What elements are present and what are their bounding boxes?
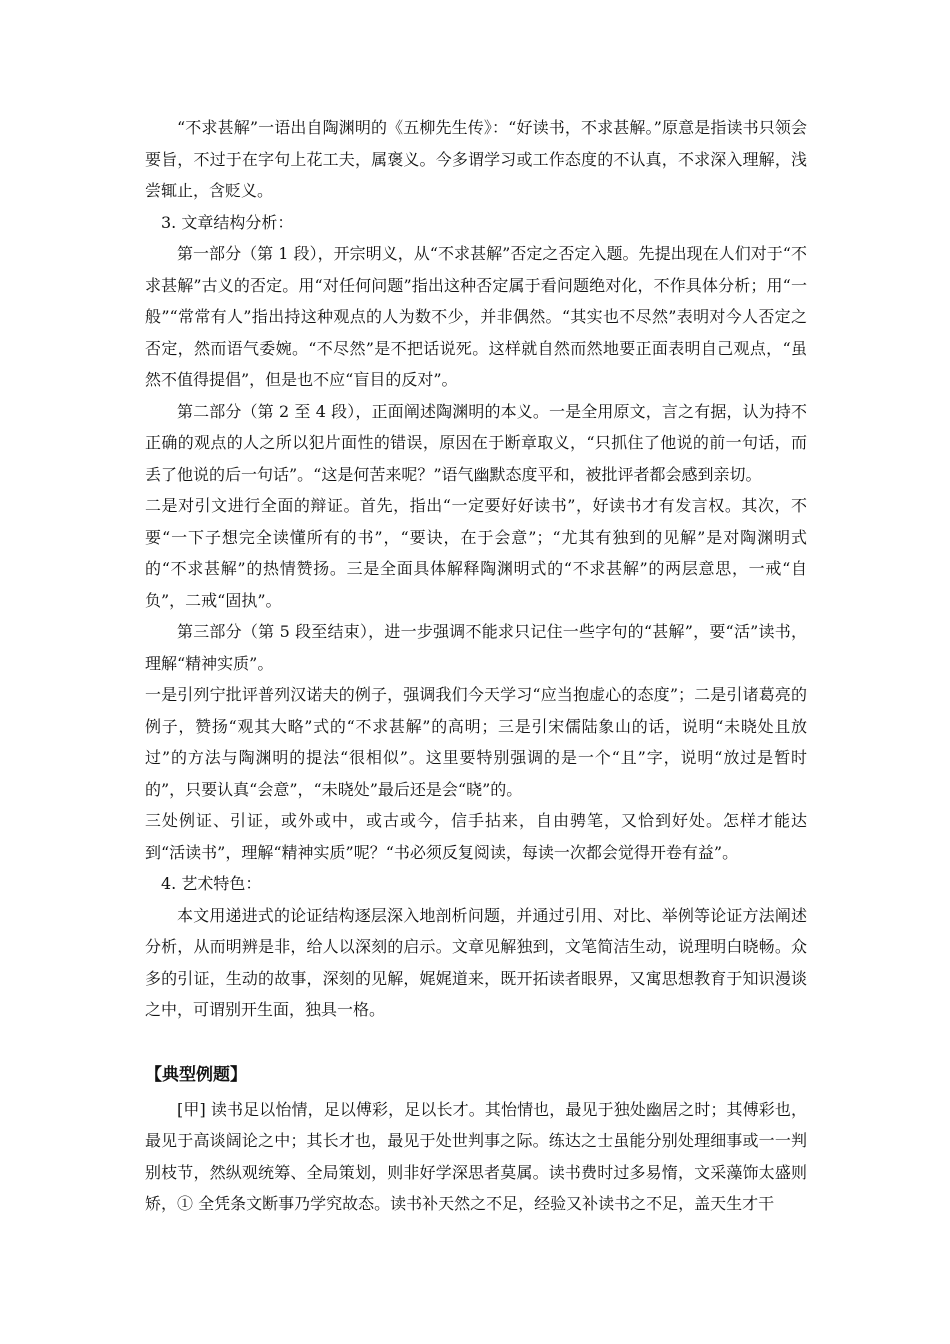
paragraph-part-three-examples: 一是引列宁批评普列汉诺夫的例子，强调我们今天学习“应当抱虚心的态度”；二是引诸葛亮的例子，赞扬“观其大略”式的“不求甚解”的高明；三是引宋儒陆象山的话，说明“未晓处且放过”的方法与陶渊明的提法“很相似”。这里要特别强调的是一个“且”字，说明“放过是暂时的”，只要认真“会意”，“未晓处”最后还是会“晓”的。 <box>145 685 807 799</box>
paragraph-part-two-cont: 二是对引文进行全面的辩证。首先，指出“一定要好好读书”，好读书才有发言权。其次，不要“一下子想完全读懂所有的书”，“要诀，在于会意”；“尤其有独到的见解”是对陶渊明式的“不求甚解”的热情赞扬。三是全面具体解释陶渊明式的“不求甚解”的两层意思，一戒“自负”，二戒“固执”。 <box>145 496 807 610</box>
document-body <box>145 112 807 1220</box>
paragraph-part-two: 第二部分（第 2 至 4 段），正面阐述陶渊明的本义。一是全用原文，言之有据，认为持不正确的观点的人之所以犯片面性的错误，原因在于断章取义，“只抓住了他说的前一句话，而丢了他说的后一句话”。“这是何苦来呢？”语气幽默态度平和，被批评者都会感到亲切。 <box>145 401 807 484</box>
paragraph-origin: “不求甚解”一语出自陶渊明的《五柳先生传》：“好读书，不求甚解。”原意是指读书只领会要旨，不过于在字句上花工夫，属褒义。今多谓学习或工作态度的不认真，不求深入理解，浅尝辄止，含贬义。 <box>145 118 807 200</box>
section-title-typical-examples: 【典型例题】 <box>145 1064 247 1085</box>
paragraph-part-three: 第三部分（第 5 段至结束），进一步强调不能求只记住一些字句的“甚解”，要“活”读书，理解“精神实质”。 <box>145 622 807 673</box>
heading-structure-analysis: 3. 文章结构分析： <box>161 212 294 232</box>
heading-artistic-features: 4. 艺术特色： <box>161 874 262 893</box>
paragraph-part-three-summary: 三处例证、引证，或外或中，或古或今，信手拈来，自由骋笔，又恰到好处。怎样才能达到“活读书”，理解“精神实质”呢？“书必须反复阅读，每读一次都会觉得开卷有益”。 <box>145 811 807 862</box>
paragraph-artistic-features: 本文用递进式的论证结构逐层深入地剖析问题，并通过引用、对比、举例等论证方法阐述分析，从而明辨是非，给人以深刻的启示。文章见解独到，文笔简洁生动，说理明白晓畅。众多的引证，生动的故事，深刻的见解，娓娓道来，既开拓读者眼界，又寓思想教育于知识漫谈之中，可谓别开生面，独具一格。 <box>145 905 807 1019</box>
paragraph-part-one: 第一部分（第 1 段），开宗明义，从“不求甚解”否定之否定入题。先提出现在人们对于“不求甚解”古义的否定。用“对任何问题”指出这种否定属于看问题绝对化，不作具体分析；用“一般”“常常有人”指出持这种观点的人为数不少，并非偶然。“其实也不尽然”表明对今人否定之否定，然而语气委婉。“不尽然”是不把话说死。这样就自然而然地要正面表明自己观点，“虽然不值得提倡”，但是也不应“盲目的反对”。 <box>145 244 807 389</box>
paragraph-example-jia: [甲] 读书足以怡情，足以傅彩，足以长才。其怡情也，最见于独处幽居之时；其傅彩也，最见于高谈阔论之中；其长才也，最见于处世判事之际。练达之士虽能分别处理细事或一一判别枝节，然纵观统筹、全局策划，则非好学深思者莫属。读书费时过多易惰，文采藻饰太盛则矫，① 全凭条文断事乃学究故态。读书补天然之不足，经验又补读书之不足，盖天生才干 <box>145 1099 807 1213</box>
